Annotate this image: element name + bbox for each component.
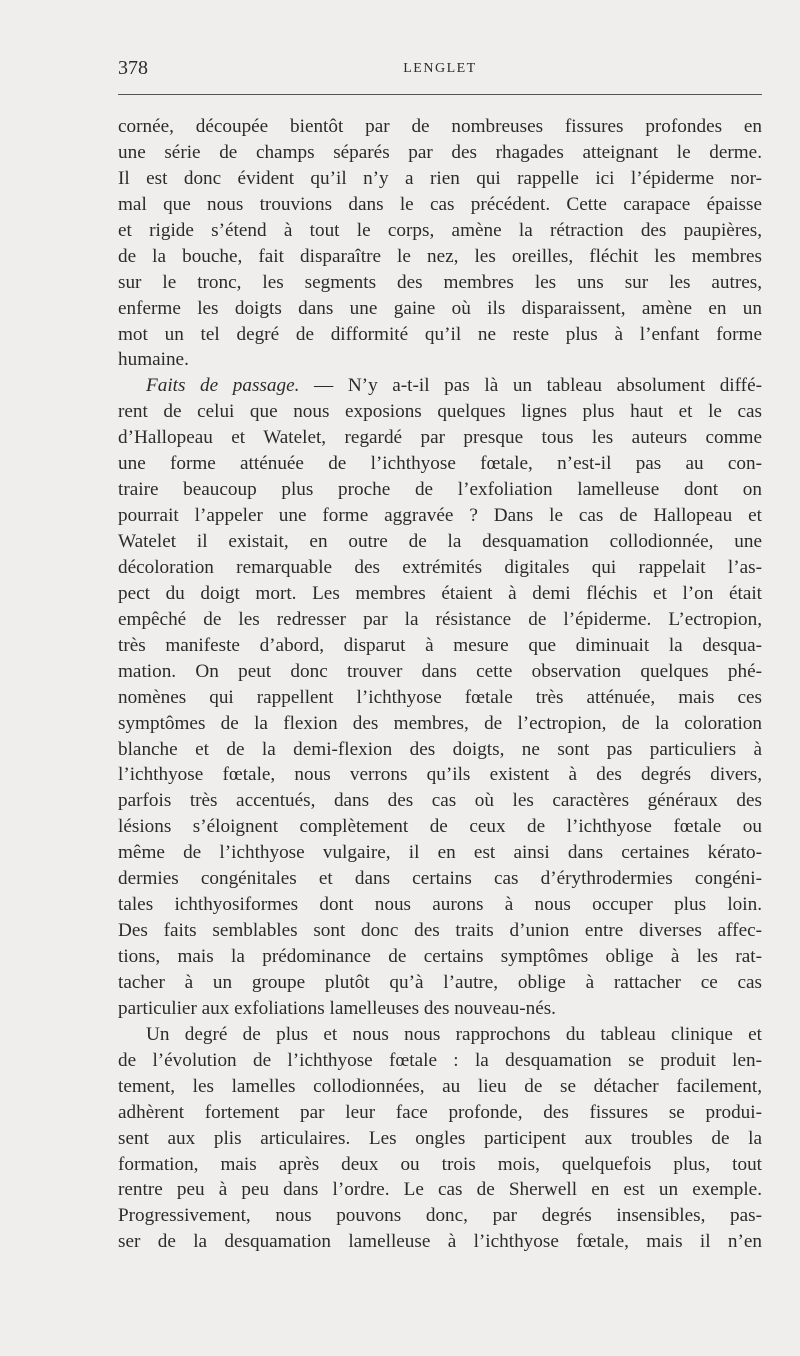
text-line: une forme atténuée de l’ichthyose fœtale, n’est-il pas au con-: [118, 453, 762, 475]
running-head: [118, 56, 762, 80]
text-line: mot un tel degré de difformité qu’il ne reste plus à l’enfant forme: [118, 323, 762, 345]
text-line: humaine.: [118, 349, 189, 371]
text-line: de l’évolution de l’ichthyose fœtale : la desquamation se produit len-: [118, 1049, 762, 1071]
text-line: enferme les doigts dans une gaine où ils disparaissent, amène en un: [118, 297, 762, 319]
text-line: très manifeste d’abord, disparut à mesure que diminuait la desqua-: [118, 634, 762, 656]
text-line: tement, les lamelles collodionnées, au lieu de se détacher facilement,: [118, 1075, 762, 1097]
paragraph-2: [118, 373, 762, 1021]
text-line: décoloration remarquable des extrémités digitales qui rappelait l’as-: [118, 556, 762, 578]
text-line: mal que nous trouvions dans le cas précédent. Cette carapace épaisse: [118, 193, 762, 215]
header-rule: [118, 94, 762, 95]
text-line: rentre peu à peu dans l’ordre. Le cas de Sherwell en est un exemple.: [118, 1179, 762, 1201]
text-line: et rigide s’étend à tout le corps, amène la rétraction des paupières,: [118, 219, 762, 241]
text-line: mation. On peut donc trouver dans cette observation quelques phé-: [118, 660, 762, 682]
text-line: adhèrent fortement par leur face profonde, des fissures se produi-: [118, 1101, 762, 1123]
text-line: pourrait l’appeler une forme aggravée ? Dans le cas de Hallopeau et: [118, 505, 762, 527]
text-line: sent aux plis articulaires. Les ongles participent aux troubles de la: [118, 1127, 762, 1149]
text-line: Progressivement, nous pouvons donc, par degrés insensibles, pas-: [118, 1205, 762, 1227]
text-line: empêché de les redresser par la résistance de l’épiderme. L’ectropion,: [118, 608, 762, 630]
text-line: sur le tronc, les segments des membres les uns sur les autres,: [118, 271, 762, 293]
body-text: [118, 114, 762, 1255]
text-line: parfois très accentués, dans des cas où les caractères généraux des: [118, 790, 762, 812]
text-line: ser de la desquamation lamelleuse à l’ichthyose fœtale, mais il n’en: [118, 1231, 762, 1253]
text-line: pect du doigt mort. Les membres étaient à demi fléchis et l’on était: [118, 582, 762, 604]
text-line: nomènes qui rappellent l’ichthyose fœtale très atténuée, mais ces: [118, 686, 762, 708]
text-line: traire beaucoup plus proche de l’exfoliation lamelleuse dont on: [118, 479, 762, 501]
text-line: Un degré de plus et nous nous rapprochons du tableau clinique et: [146, 1023, 762, 1045]
text-line: Watelet il existait, en outre de la desquamation collodionnée, une: [118, 531, 762, 552]
text-line: Il est donc évident qu’il n’y a rien qui rappelle ici l’épiderme nor-: [118, 167, 762, 189]
paragraph-3: [118, 1022, 762, 1255]
page-number: 378: [118, 57, 148, 79]
text-line: de la bouche, fait disparaître le nez, les oreilles, fléchit les membres: [118, 245, 762, 267]
text-line: formation, mais après deux ou trois mois, quelquefois plus, tout: [118, 1153, 762, 1175]
running-title: LENGLET: [403, 61, 477, 76]
text-line: tales ichthyosiformes dont nous aurons à nous occuper plus loin.: [118, 894, 762, 916]
text-line: rent de celui que nous exposions quelques lignes plus haut et le cas: [118, 401, 762, 423]
text-line: Des faits semblables sont donc des traits d’union entre diverses affec-: [118, 920, 762, 942]
heading-line-rest: — N’y a-t-il pas là un tableau absolument diffé-: [299, 375, 762, 397]
text-line: [118, 373, 762, 399]
section-heading: Faits de passage.: [146, 375, 300, 397]
text-line: une série de champs séparés par des rhagades atteignant le derme.: [118, 141, 762, 163]
text-line: cornée, découpée bientôt par de nombreuses fissures profondes en: [118, 116, 762, 137]
text-line: symptômes de la flexion des membres, de l’ectropion, de la coloration: [118, 712, 762, 734]
text-line: d’Hallopeau et Watelet, regardé par presque tous les auteurs comme: [118, 427, 762, 449]
text-line: même de l’ichthyose vulgaire, il en est ainsi dans certaines kérato-: [118, 842, 762, 864]
text-line: particulier aux exfoliations lamelleuses des nouveau-nés.: [118, 997, 556, 1019]
paragraph-1: [118, 114, 762, 373]
text-line: l’ichthyose fœtale, nous verrons qu’ils existent à des degrés divers,: [118, 764, 762, 786]
text-line: tions, mais la prédominance de certains symptômes oblige à les rat-: [118, 946, 762, 967]
text-line: lésions s’éloignent complètement de ceux de l’ichthyose fœtale ou: [118, 816, 762, 838]
text-line: dermies congénitales et dans certains cas d’érythrodermies congéni-: [118, 868, 762, 890]
text-line: tacher à un groupe plutôt qu’à l’autre, oblige à rattacher ce cas: [118, 971, 762, 993]
text-line: blanche et de la demi-flexion des doigts, ne sont pas particuliers à: [118, 738, 762, 760]
